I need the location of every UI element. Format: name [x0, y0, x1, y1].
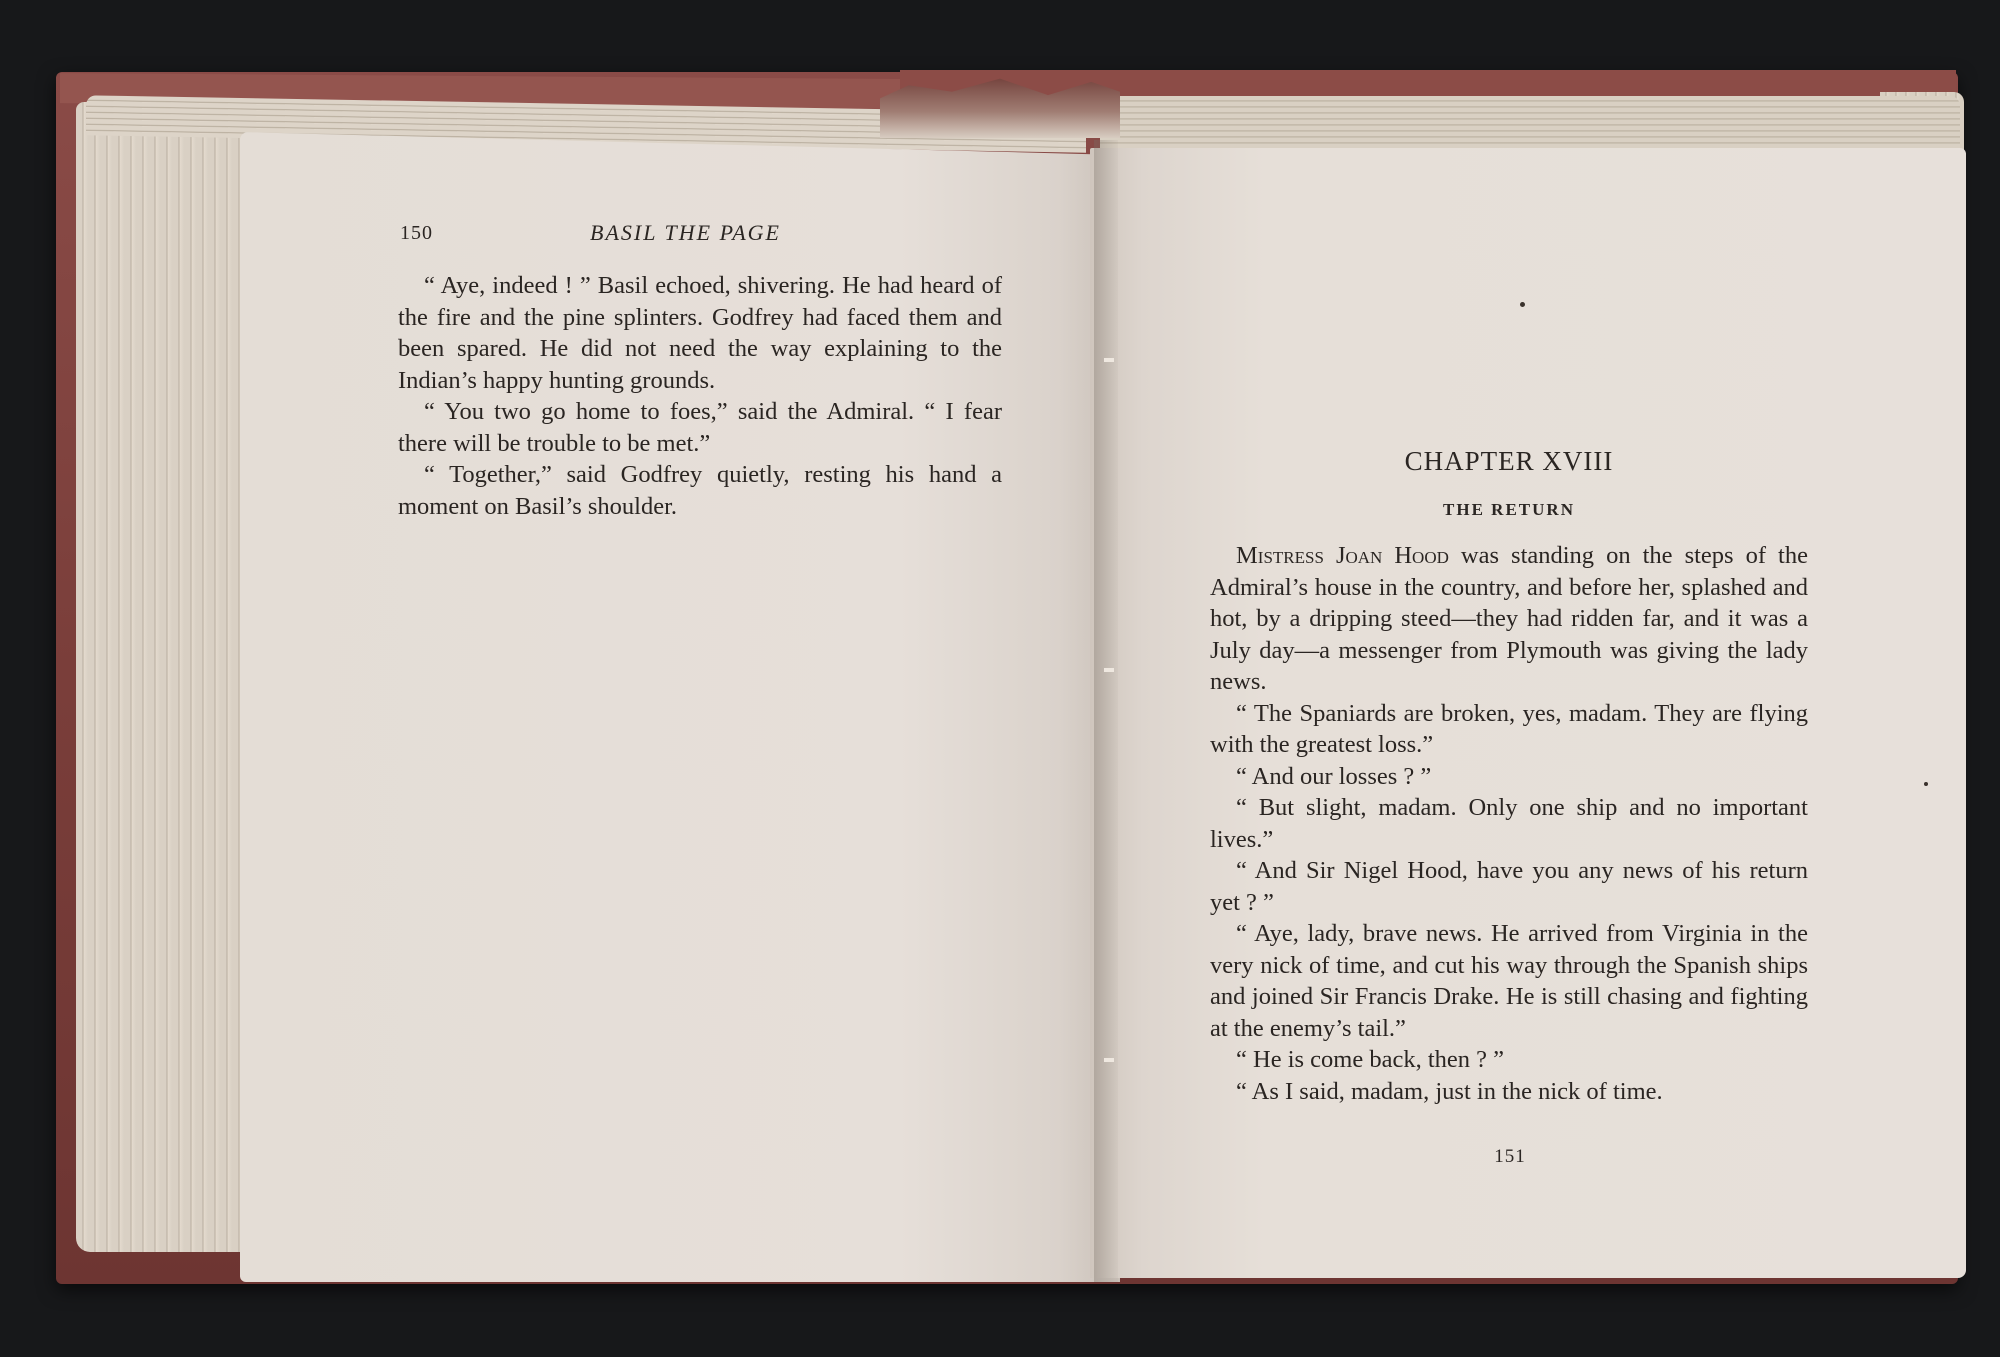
binding-stitch — [1104, 358, 1114, 362]
binding-stitch — [1104, 1058, 1114, 1062]
chapter-title: CHAPTER XVIII — [1404, 446, 1614, 476]
left-page-body — [398, 270, 1002, 522]
paragraph: “ You two go home to foes,” said the Admiral. “ I fear there will be trouble to be met.” — [398, 398, 1002, 457]
paragraph: “ He is come back, then ? ” — [1236, 1046, 1505, 1073]
paragraph: “ But slight, madam. Only one ship and no important lives.” — [1210, 794, 1808, 853]
running-title: BASIL THE PAGE — [590, 220, 781, 245]
chapter-subtitle: THE RETURN — [1443, 500, 1575, 519]
page-edges-left — [76, 102, 266, 1252]
opening-paragraph — [1210, 540, 1808, 698]
paragraph: “ The Spaniards are broken, yes, madam. They are flying with the greatest loss.” — [1210, 699, 1808, 758]
right-page-body — [1210, 540, 1808, 1107]
gutter-shadow — [1094, 140, 1118, 1282]
page-number-left: 150 — [400, 222, 433, 244]
page-number-right: 151 — [1494, 1146, 1526, 1167]
paper-speck — [1520, 302, 1525, 307]
paragraph: “ Aye, indeed ! ” Basil echoed, shivering. He had heard of the fire and the pine splinters. Godfrey had faced them and been spared. He did not need the way explaining to the Indian’s happy hunting grounds. — [398, 272, 1002, 394]
binding-stitch — [1104, 668, 1114, 672]
paragraph: “ And Sir Nigel Hood, have you any news of his return yet ? ” — [1210, 857, 1808, 916]
paragraph: “ As I said, madam, just in the nick of time. — [1236, 1077, 1663, 1105]
page-edges-top-right — [1100, 96, 1960, 154]
paragraph: “ Together,” said Godfrey quietly, resting his hand a moment on Basil’s shoulder. — [398, 461, 1002, 520]
opening-name: Mistress Joan Hood — [1236, 542, 1449, 569]
paragraph: “ And our losses ? ” — [1236, 762, 1432, 790]
paragraph: “ Aye, lady, brave news. He arrived from Virginia in the very nick of time, and cut his way through the Spanish ships and joined Sir Francis Drake. He is still chasing and fighting at the enemy’s tail.” — [1210, 920, 1808, 1042]
paper-speck — [1924, 782, 1928, 786]
opening-text: was standing on the steps of the Admiral’s house in the country, and before her, splashed and hot, by a dripping steed—they had ridden far, and it was a July day—a messenger from Plymouth was giving the lady news. — [1210, 542, 1808, 695]
left-page-header — [400, 218, 1000, 252]
